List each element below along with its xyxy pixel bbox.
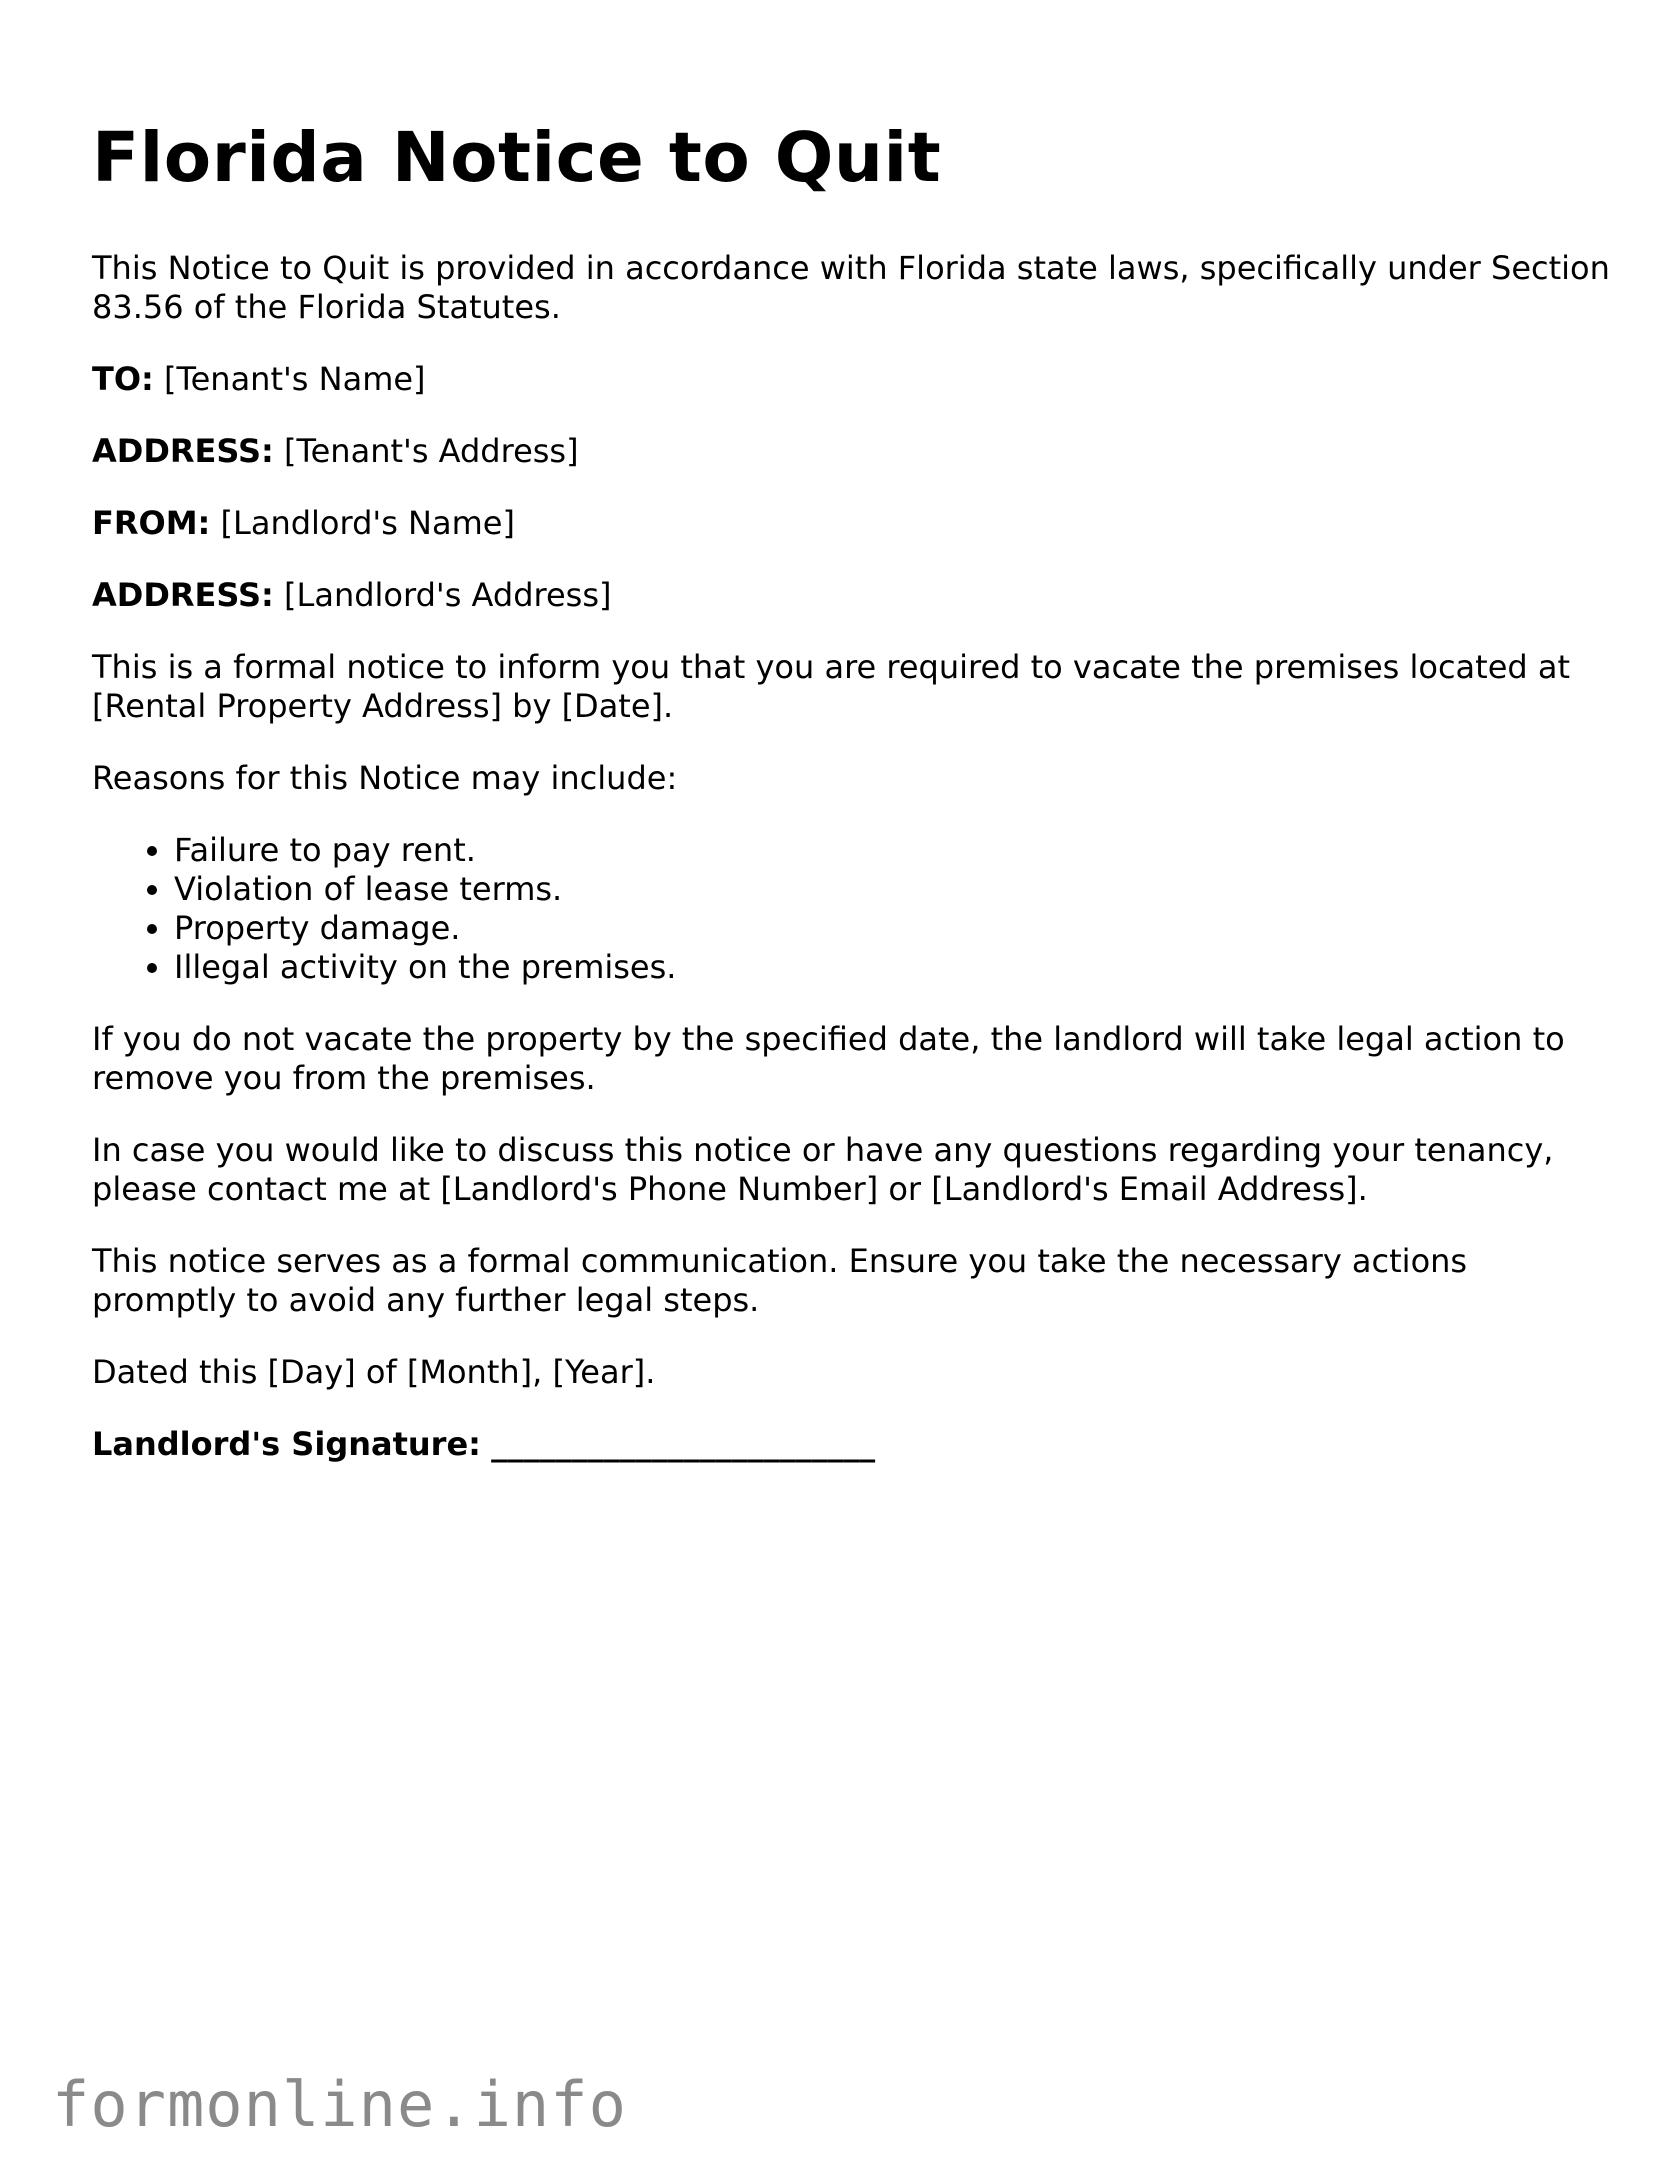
signature-line [92, 1425, 1612, 1464]
landlord-address-value: [Landlord's Address] [284, 576, 612, 614]
signature-blank: ________________________ [491, 1425, 876, 1463]
to-line [92, 360, 1612, 399]
from-line [92, 504, 1612, 543]
document-title: Florida Notice to Quit [92, 118, 942, 198]
signature-label: Landlord's Signature: [92, 1425, 481, 1463]
list-item: • Violation of lease terms. [174, 870, 1612, 909]
tenant-address-line [92, 432, 1612, 471]
consequence-paragraph: If you do not vacate the property by the specified date, the landlord will take legal action to remove you from the premises. [92, 1020, 1565, 1097]
reasons-list [92, 831, 1612, 987]
landlord-address-line [92, 576, 1612, 615]
dated-line: Dated this [Day] of [Month], [Year]. [92, 1353, 656, 1391]
from-value: [Landlord's Name] [220, 504, 515, 542]
tenant-address-value: [Tenant's Address] [284, 432, 579, 470]
to-value: [Tenant's Name] [164, 360, 426, 398]
landlord-address-label: ADDRESS: [92, 576, 274, 614]
tenant-address-label: ADDRESS: [92, 432, 274, 470]
to-label: TO: [92, 360, 154, 398]
notice-paragraph: This is a formal notice to inform you that you are required to vacate the premises located at [Rental Property Address] by [Date]. [92, 648, 1571, 725]
list-item: • Property damage. [174, 909, 1612, 948]
reasons-heading: Reasons for this Notice may include: [92, 759, 678, 797]
document-page [92, 118, 1612, 1497]
intro-paragraph: This Notice to Quit is provided in accordance with Florida state laws, specifically under Section 83.56 of the Florida Statutes. [92, 249, 1610, 326]
closing-paragraph: This notice serves as a formal communication. Ensure you take the necessary actions promptly to avoid any further legal steps. [92, 1242, 1468, 1319]
from-label: FROM: [92, 504, 211, 542]
watermark: formonline.info [52, 2068, 627, 2141]
contact-paragraph: In case you would like to discuss this notice or have any questions regarding your tenancy, please contact me at [Landlord's Phone Number] or [Landlord's Email Address]. [92, 1131, 1554, 1208]
list-item: • Failure to pay rent. [174, 831, 1612, 870]
list-item: • Illegal activity on the premises. [174, 948, 1612, 987]
